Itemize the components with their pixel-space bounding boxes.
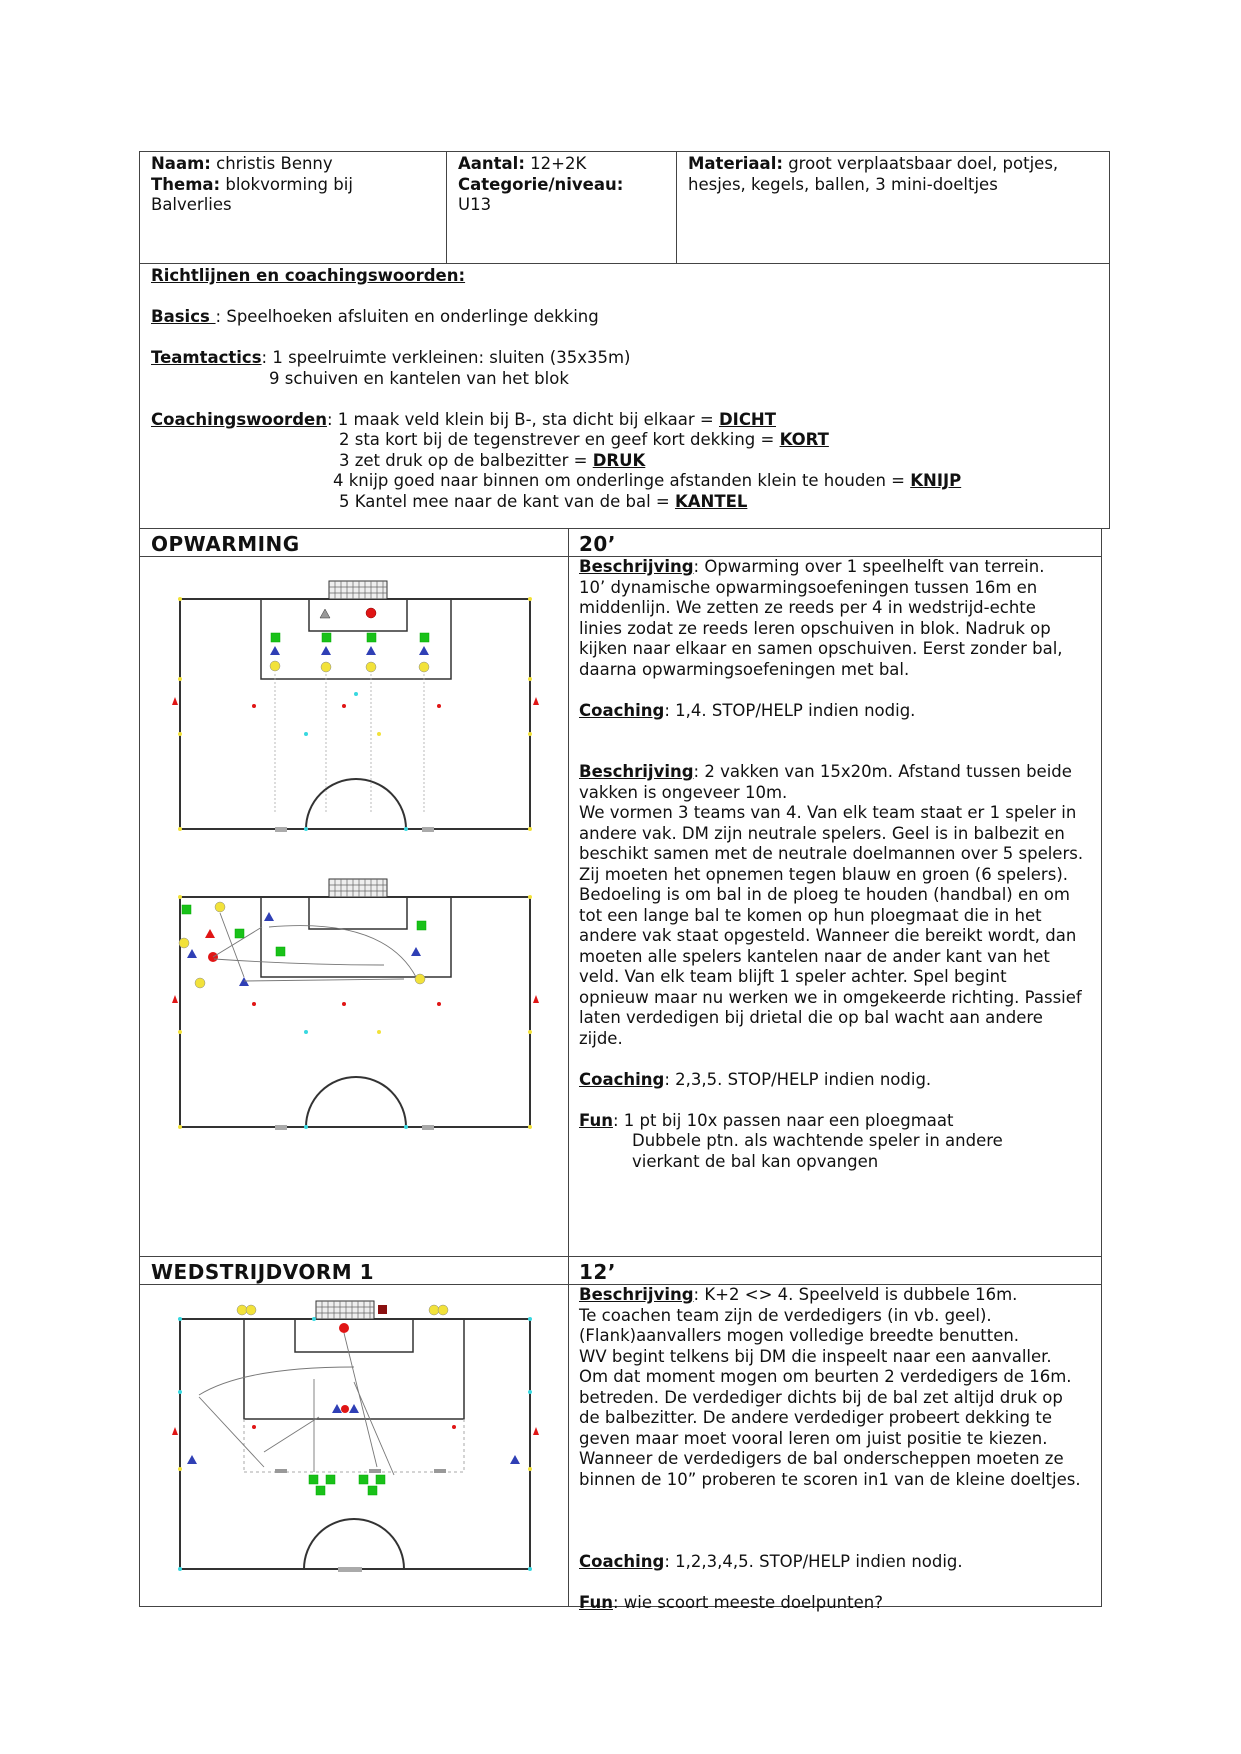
warmup-desc1-line-2: 10’ dynamische opwarmingsoefeningen tussen 16m en (579, 577, 1038, 597)
header-naam-cell (139, 151, 447, 264)
warmup-coaching1-text: : 1,4. STOP/HELP indien nodig. (664, 700, 916, 720)
naam-value: christis Benny (210, 154, 333, 173)
categorie-value: U13 (458, 195, 492, 214)
warmup-desc1-line-5: kijken naar elkaar en samen opschuiven. Eerst zonder bal, (579, 639, 1063, 658)
opwarming-time-cell (568, 528, 1102, 557)
thema-label: Thema: (151, 174, 221, 194)
match-desc-line-5: Om dat moment mogen om beurten 2 verdedigers de 16m. (579, 1367, 1072, 1386)
coaching-key-4: KNIJP (910, 471, 962, 490)
warmup-desc2-line-3: We vormen 3 teams van 4. Van elk team staat er 1 speler in (579, 803, 1077, 822)
warmup-fun-line-3: vierkant de bal kan opvangen (632, 1151, 879, 1171)
warmup-desc2-line-1: : 2 vakken van 15x20m. Afstand tussen beide (693, 762, 1072, 781)
warmup-coaching2-text: : 2,3,5. STOP/HELP indien nodig. (664, 1069, 932, 1089)
coaching-words-label: Coachingswoorden (151, 409, 327, 429)
teamtactics-label: Teamtactics (151, 348, 262, 367)
warmup-fun-label: Fun (579, 1110, 613, 1130)
match-fun-text: : wie scoort meeste doelpunten? (612, 1592, 883, 1612)
match-desc-label: Beschrijving (579, 1285, 694, 1304)
match-desc-line-9: Wanneer de verdedigers de bal onderscheppen moeten ze (579, 1449, 1064, 1468)
match-desc-line-4: WV begint telkens bij DM die inspeelt naar een aanvaller. (579, 1346, 1052, 1366)
wedstrijdvorm-title-cell (139, 1256, 569, 1285)
opwarming-title-cell (139, 528, 569, 557)
warmup-desc1-line-1: : Opwarming over 1 speelhelft van terrein. (693, 557, 1045, 576)
basics-text: : Speelhoeken afsluiten en onderlinge dekking (215, 307, 599, 326)
opwarming-diagram-cell (139, 556, 569, 1257)
warmup-desc2-line-5: beschikt samen met de neutrale doelmannen over 5 spelers. (579, 844, 1084, 863)
teamtactics-line-1: : 1 speelruimte verkleinen: sluiten (35x35m) (261, 348, 631, 367)
thema-value: blokvorming bij (220, 174, 353, 194)
match-coaching-text: : 1,2,3,4,5. STOP/HELP indien nodig. (664, 1551, 963, 1571)
warmup-desc2-line-10: moeten alle spelers kantelen naar de ander kant van het (579, 946, 1050, 966)
warmup-desc2-line-8: tot een lange bal te komen op hun ploegmaat die in het (579, 905, 1042, 925)
coaching-line-3: 3 zet druk op de balbezitter = (339, 450, 593, 470)
coaching-key-1: DICHT (718, 409, 776, 429)
warmup-desc2-line-4: andere vak. DM zijn neutrale spelers. Geel is in balbezit en (579, 823, 1065, 843)
coaching-line-4: 4 knijp goed naar binnen om onderlinge afstanden klein te houden = (333, 471, 911, 490)
warmup-diagram-1 (154, 569, 554, 839)
match-diagram (154, 1297, 554, 1577)
wedstrijdvorm-title: WEDSTRIJDVORM 1 (151, 1260, 375, 1284)
basics-label: Basics (151, 307, 216, 326)
naam-label: Naam: (151, 154, 211, 173)
guidelines-cell (139, 263, 1110, 529)
warmup-desc2-line-11: veld. Van elk team blijft 1 speler achter. Spel begint (579, 967, 1007, 986)
coaching-key-2: KORT (779, 430, 829, 449)
categorie-label: Categorie/niveau: (458, 174, 624, 194)
materiaal-value-2: hesjes, kegels, ballen, 3 mini-doeltjes (688, 174, 998, 194)
coaching-line-1: : 1 maak veld klein bij B-, sta dicht bij elkaar = (326, 409, 719, 429)
match-desc-line-8: geven maar moet vooral leren om juist positie te kiezen. (579, 1428, 1048, 1448)
coaching-line-2: 2 sta kort bij de tegenstrever en geef kort dekking = (339, 430, 780, 449)
warmup-desc1-line-3: middenlijn. We zetten ze reeds per 4 in wedstrijd-echte (579, 598, 1036, 617)
warmup-desc1-line-6: daarna opwarmingsoefeningen met bal. (579, 659, 910, 679)
warmup-diagram-2 (154, 867, 554, 1137)
opwarming-text-cell (568, 556, 1102, 1257)
materiaal-value: groot verplaatsbaar doel, potjes, (782, 154, 1059, 173)
opwarming-title: OPWARMING (151, 532, 300, 556)
thema-value-2: Balverlies (151, 195, 232, 214)
materiaal-label: Materiaal: (688, 154, 783, 173)
warmup-desc1-label: Beschrijving (579, 557, 694, 576)
wedstrijdvorm-text-cell (568, 1284, 1102, 1612)
warmup-fun-line-1: : 1 pt bij 10x passen naar een ploegmaat (612, 1110, 954, 1130)
match-coaching-label: Coaching (579, 1551, 665, 1571)
match-desc-line-1: : K+2 <> 4. Speelveld is dubbele 16m. (693, 1285, 1018, 1304)
warmup-desc1-line-4: linies zodat ze reeds leren opschuiven in blok. Nadruk op (579, 618, 1051, 638)
match-fun-label: Fun (579, 1592, 613, 1612)
match-desc-line-6: betreden. De verdediger dichts bij de bal zet altijd druk op (579, 1387, 1063, 1407)
match-desc-line-10: binnen de 10” proberen te scoren in1 van de kleine doeltjes. (579, 1469, 1081, 1489)
aantal-label: Aantal: (458, 154, 525, 173)
wedstrijdvorm-diagram-cell (139, 1284, 569, 1607)
warmup-desc2-label: Beschrijving (579, 762, 694, 781)
warmup-desc2-line-12: opnieuw maar nu werken we in omgekeerde richting. Passief (579, 987, 1082, 1007)
coaching-key-5: KANTEL (674, 491, 748, 511)
wedstrijdvorm-time-cell (568, 1256, 1102, 1285)
guidelines-title: Richtlijnen en coachingswoorden: (151, 266, 466, 285)
wedstrijdvorm-time: 12’ (579, 1260, 616, 1284)
coaching-line-5: 5 Kantel mee naar de kant van de bal = (339, 491, 675, 511)
warmup-desc2-line-13: laten verdedigen bij drietal die op bal wacht aan andere (579, 1008, 1043, 1027)
opwarming-time: 20’ (579, 532, 616, 556)
warmup-desc2-line-14: zijde. (579, 1028, 623, 1048)
match-desc-line-3: (Flank)aanvallers mogen volledige breedte benutten. (579, 1326, 1020, 1345)
header-aantal-cell (446, 151, 677, 264)
warmup-fun-line-2: Dubbele ptn. als wachtende speler in andere (632, 1131, 1003, 1150)
warmup-desc2-line-6: Zij moeten het opnemen tegen blauw en groen (6 spelers). (579, 864, 1068, 884)
warmup-desc2-line-2: vakken is ongeveer 10m. (579, 782, 788, 802)
warmup-coaching2-label: Coaching (579, 1069, 665, 1089)
aantal-value: 12+2K (524, 154, 587, 173)
warmup-desc2-line-7: Bedoeling is om bal in de ploeg te houden (handbal) en om (579, 885, 1070, 904)
teamtactics-line-2: 9 schuiven en kantelen van het blok (269, 368, 569, 388)
header-materiaal-cell (676, 151, 1110, 264)
warmup-coaching1-label: Coaching (579, 700, 665, 720)
match-desc-line-7: de balbezitter. De andere verdediger probeert dekking te (579, 1408, 1052, 1427)
coaching-key-3: DRUK (592, 450, 646, 470)
match-desc-line-2: Te coachen team zijn de verdedigers (in vb. geel). (579, 1305, 992, 1325)
warmup-desc2-line-9: andere vak staat opgesteld. Wanneer die bereikt wordt, dan (579, 926, 1077, 945)
